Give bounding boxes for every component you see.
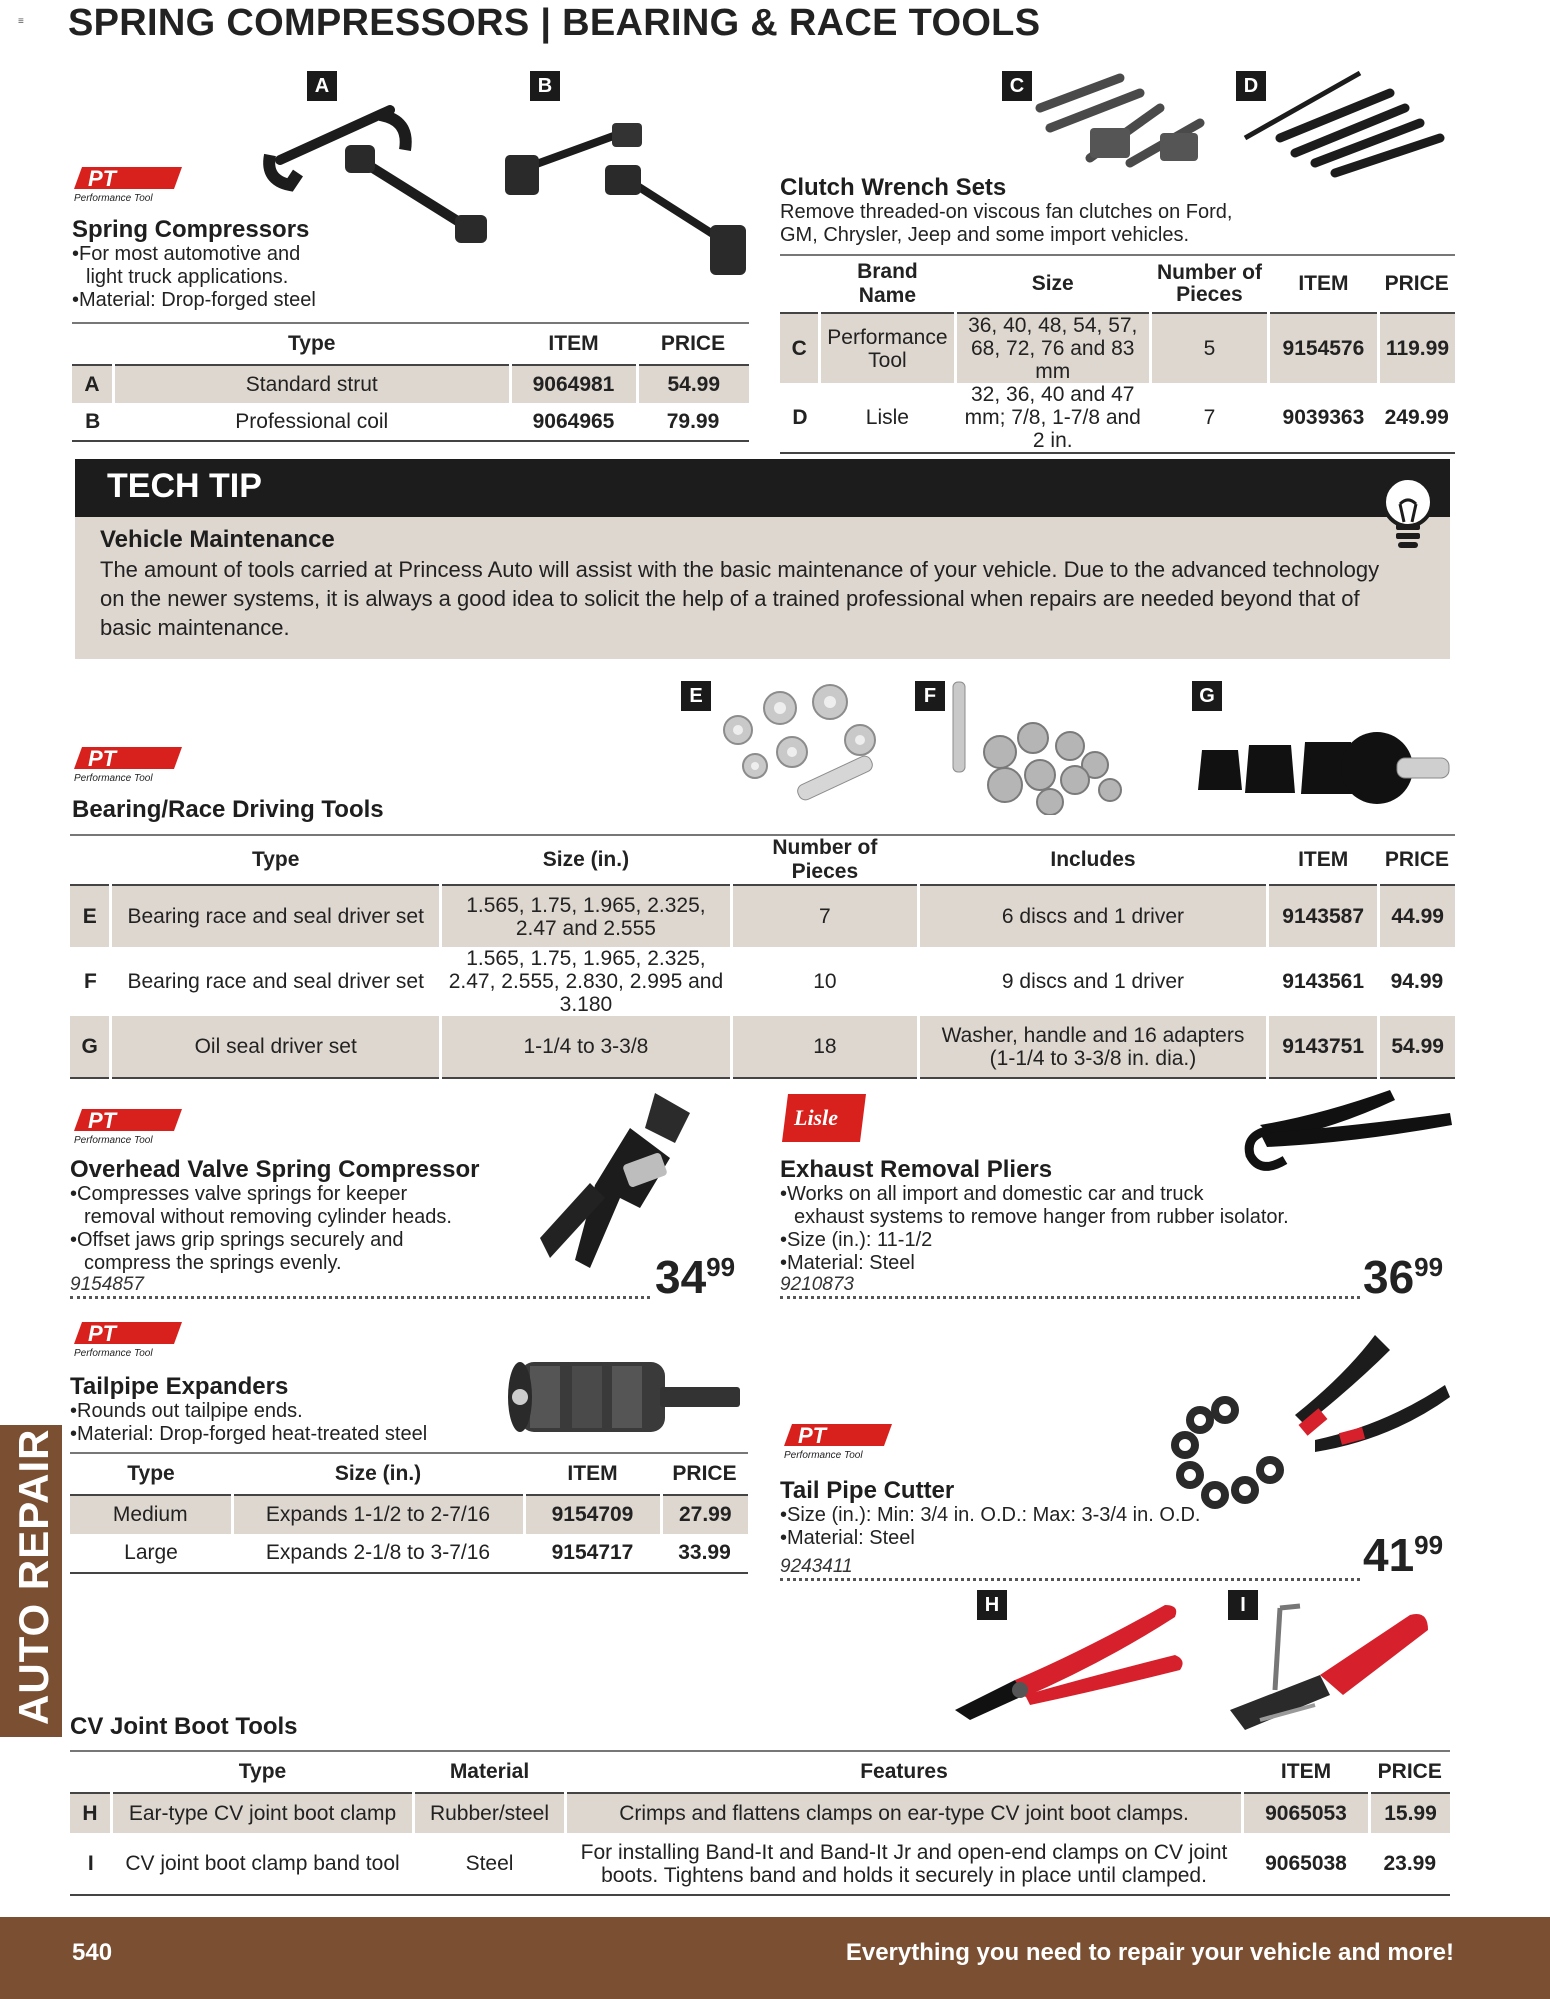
svg-text:Performance Tool: Performance Tool (74, 1135, 153, 1146)
valve-sku-leader (70, 1274, 650, 1299)
table-row (70, 1793, 1450, 1833)
table-row (70, 1833, 1450, 1895)
row-pieces: 7 (731, 885, 918, 947)
row-material: Steel (414, 1833, 566, 1895)
spring-compressors-bullets (72, 243, 316, 312)
col-material: Material (414, 1751, 566, 1793)
col-size: Size (955, 255, 1150, 313)
price-cents: 99 (706, 1252, 736, 1282)
table-row (780, 383, 1455, 453)
cv-band-tool-image (1220, 1600, 1435, 1735)
section-side-tab (0, 1425, 62, 1737)
bearing-race-title: Bearing/Race Driving Tools (72, 796, 384, 823)
svg-text:PT: PT (88, 166, 117, 191)
page-title: SPRING COMPRESSORS | BEARING & RACE TOOLS (68, 2, 1041, 44)
table-row (780, 313, 1455, 383)
row-item: 9143751 (1268, 1016, 1379, 1078)
valve-compressor-title: Overhead Valve Spring Compressor (70, 1156, 480, 1183)
bullet: removal without removing cylinder heads. (84, 1206, 452, 1228)
clutch-wrench-table (780, 254, 1455, 454)
row-item: 9065053 (1243, 1793, 1370, 1833)
price-dollars: 34 (655, 1251, 707, 1303)
row-pieces: 10 (813, 970, 837, 993)
desc-line: Remove threaded-on viscous fan clutches on Ford, (780, 201, 1233, 223)
image-tag-a: A (307, 71, 337, 101)
svg-text:PT: PT (88, 746, 117, 771)
bearing-race-table (70, 834, 1455, 1079)
row-size: 36, 40, 48, 54, 57, 68, 72, 76 and 83 mm (955, 313, 1150, 383)
image-tag-b: B (530, 71, 560, 101)
spring-compressors-title: Spring Compressors (72, 216, 310, 243)
clutch-wrench-set-c-image (1030, 68, 1220, 173)
exhaust-pliers-image (1240, 1085, 1455, 1185)
row-size: Expands 1-1/2 to 2-7/16 (232, 1495, 524, 1534)
col-price: PRICE (1379, 835, 1455, 885)
col-price: PRICE (661, 1453, 748, 1495)
row-price: 249.99 (1378, 383, 1455, 453)
coil-compressor-image (500, 115, 750, 290)
col-brand: Brand Name (820, 255, 955, 313)
bullet: •For most automotive and (72, 243, 301, 265)
tail-pipe-cutter-title: Tail Pipe Cutter (780, 1477, 955, 1504)
bullet: •Material: Drop-forged heat-treated steel (70, 1423, 428, 1445)
col-type: Type (112, 1751, 414, 1793)
tech-tip-header (75, 459, 1450, 517)
row-price: 23.99 (1370, 1833, 1451, 1895)
exhaust-pliers-bullets (780, 1183, 1289, 1275)
image-tag-f: F (915, 681, 945, 711)
lisle-logo (780, 1092, 868, 1144)
bearing-driver-set-f-image (945, 680, 1130, 815)
table-row (70, 1534, 748, 1573)
image-tag-g: G (1192, 681, 1222, 711)
row-price: 54.99 (637, 365, 749, 403)
row-tag: F (84, 970, 97, 993)
image-tag-i: I (1228, 1590, 1258, 1620)
col-price: PRICE (1378, 255, 1455, 313)
row-type: Professional coil (114, 403, 511, 441)
row-pieces: 18 (731, 1016, 918, 1078)
cv-joint-title: CV Joint Boot Tools (70, 1713, 298, 1740)
row-tag: E (70, 885, 111, 947)
bullet: •Size (in.): Min: 3/4 in. O.D.: Max: 3-3/4 in. O.D. (780, 1504, 1201, 1526)
table-row (70, 947, 1455, 1016)
tech-tip-heading: TECH TIP (107, 467, 262, 505)
col-size: Size (in.) (441, 835, 732, 885)
row-features: For installing Band-It and Band-It Jr and open-end clamps on CV joint boots. Tightens band and holds it securely in place until clamped. (566, 1833, 1243, 1895)
exhaust-price (1363, 1250, 1443, 1304)
tail-pipe-cutter-bullets (780, 1504, 1200, 1550)
cutter-sku: 9243411 (780, 1556, 853, 1577)
svg-text:Lisle: Lisle (794, 1105, 838, 1130)
bullet: •Material: Drop-forged steel (72, 289, 316, 311)
tailpipe-expander-image (500, 1352, 745, 1447)
row-includes: 9 discs and 1 driver (1001, 970, 1184, 993)
row-item: 9065038 (1243, 1833, 1370, 1895)
lightbulb-icon (1378, 472, 1438, 560)
bullet: •Offset jaws grip springs securely and (70, 1229, 404, 1251)
col-pieces: Number of Pieces (731, 835, 918, 885)
row-price: 44.99 (1379, 885, 1455, 947)
bullet: •Rounds out tailpipe ends. (70, 1400, 303, 1422)
ear-type-clamp-pliers-image (945, 1600, 1195, 1720)
row-item: 9064965 (510, 403, 637, 441)
table-row (72, 365, 749, 403)
performance-tool-logo (70, 1318, 190, 1360)
price-cents: 99 (1414, 1530, 1444, 1560)
svg-text:PT: PT (798, 1423, 827, 1448)
menu-icon[interactable]: ≡ (18, 16, 24, 27)
desc-line: GM, Chrysler, Jeep and some import vehicles. (780, 224, 1190, 246)
row-type: Ear-type CV joint boot clamp (112, 1793, 414, 1833)
exhaust-sku: 9210873 (780, 1274, 854, 1295)
row-type: Standard strut (114, 365, 511, 403)
row-tag: H (70, 1793, 112, 1833)
bullet: •Material: Steel (780, 1252, 915, 1274)
table-row (70, 1495, 748, 1534)
image-tag-e: E (681, 681, 711, 711)
row-tag: C (780, 313, 820, 383)
side-tab-label: AUTO REPAIR (10, 1428, 57, 1725)
page-number: 540 (72, 1939, 113, 1966)
tailpipe-expanders-bullets (70, 1400, 427, 1446)
row-size: 1-1/4 to 3-3/8 (441, 1016, 732, 1078)
svg-text:PT: PT (88, 1321, 117, 1346)
spring-compressors-table (72, 322, 749, 442)
svg-text:PT: PT (88, 1108, 117, 1133)
clutch-wrench-set-d-image (1240, 68, 1455, 178)
row-pieces: 5 (1150, 313, 1268, 383)
row-material: Rubber/steel (414, 1793, 566, 1833)
row-item: 9154717 (524, 1534, 661, 1573)
row-price: 27.99 (661, 1495, 748, 1534)
col-type: Type (111, 835, 441, 885)
col-price: PRICE (637, 323, 749, 365)
valve-compressor-bullets (70, 1183, 452, 1275)
svg-text:Performance Tool: Performance Tool (74, 773, 153, 784)
bullet: •Material: Steel (780, 1527, 915, 1549)
col-pieces: Number of Pieces (1150, 255, 1268, 313)
row-item: 9154576 (1268, 313, 1378, 383)
table-row (72, 403, 749, 441)
row-price: 119.99 (1378, 313, 1455, 383)
row-price: 94.99 (1390, 970, 1444, 993)
row-type: Bearing race and seal driver set (127, 970, 424, 993)
tail-pipe-cutter-image (1160, 1330, 1455, 1535)
col-includes: Includes (918, 835, 1267, 885)
row-price: 15.99 (1370, 1793, 1451, 1833)
bearing-driver-set-e-image (710, 680, 890, 820)
col-item: ITEM (524, 1453, 661, 1495)
row-item: 9064981 (510, 365, 637, 403)
row-pieces: 7 (1150, 383, 1268, 453)
row-brand: Performance Tool (820, 313, 955, 383)
row-item: 9039363 (1268, 383, 1378, 453)
col-item: ITEM (1268, 835, 1379, 885)
oil-seal-driver-set-g-image (1197, 720, 1452, 810)
row-price: 79.99 (637, 403, 749, 441)
col-features: Features (566, 1751, 1243, 1793)
row-size: 1.565, 1.75, 1.965, 2.325, 2.47, 2.555, 2.830, 2.995 and 3.180 (448, 947, 724, 1016)
row-type: CV joint boot clamp band tool (112, 1833, 414, 1895)
row-tag: G (70, 1016, 111, 1078)
valve-price (655, 1250, 735, 1304)
col-type: Type (70, 1453, 232, 1495)
clutch-wrench-desc (780, 201, 1232, 247)
col-size: Size (in.) (232, 1453, 524, 1495)
row-size: 1.565, 1.75, 1.965, 2.325, 2.47 and 2.555 (441, 885, 732, 947)
clutch-wrench-title: Clutch Wrench Sets (780, 174, 1007, 201)
row-includes: 6 discs and 1 driver (918, 885, 1267, 947)
performance-tool-logo (70, 163, 190, 205)
col-item: ITEM (1243, 1751, 1370, 1793)
image-tag-h: H (977, 1590, 1007, 1620)
bullet: compress the springs evenly. (84, 1252, 342, 1274)
row-features: Crimps and flattens clamps on ear-type CV joint boot clamps. (566, 1793, 1243, 1833)
bullet: •Size (in.): 11-1/2 (780, 1229, 933, 1251)
footer-tagline: Everything you need to repair your vehicle and more! (845, 1939, 1454, 1966)
row-tag: A (72, 365, 114, 403)
tech-tip-subheading: Vehicle Maintenance (100, 526, 335, 553)
row-type: Large (70, 1534, 232, 1573)
price-dollars: 41 (1363, 1529, 1415, 1581)
row-tag: I (70, 1833, 112, 1895)
valve-sku: 9154857 (70, 1274, 144, 1295)
svg-text:Performance Tool: Performance Tool (74, 1348, 153, 1359)
row-type: Medium (70, 1495, 232, 1534)
bullet: •Works on all import and domestic car and truck (780, 1183, 1204, 1205)
performance-tool-logo (70, 1105, 190, 1147)
row-item: 9143561 (1282, 970, 1365, 993)
image-tag-c: C (1002, 71, 1032, 101)
strut-compressor-image (260, 100, 500, 250)
image-tag-d: D (1236, 71, 1266, 101)
row-size: 32, 36, 40 and 47 mm; 7/8, 1-7/8 and 2 in. (955, 383, 1150, 453)
cv-joint-table (70, 1750, 1450, 1896)
performance-tool-logo (780, 1420, 900, 1462)
row-item: 9154709 (524, 1495, 661, 1534)
bullet: •Compresses valve springs for keeper (70, 1183, 408, 1205)
svg-text:Performance Tool: Performance Tool (784, 1450, 863, 1461)
cutter-price (1363, 1528, 1443, 1582)
tailpipe-expanders-title: Tailpipe Expanders (70, 1373, 289, 1400)
bullet: light truck applications. (86, 266, 289, 288)
price-dollars: 36 (1363, 1251, 1415, 1303)
col-price: PRICE (1370, 1751, 1451, 1793)
col-item: ITEM (510, 323, 637, 365)
row-price: 33.99 (661, 1534, 748, 1573)
row-type: Bearing race and seal driver set (111, 885, 441, 947)
cutter-sku-leader (780, 1556, 1360, 1581)
row-item: 9143587 (1268, 885, 1379, 947)
tech-tip-text: The amount of tools carried at Princess Auto will assist with the basic maintenance of your vehicle. Due to the advanced technology on the newer systems, it is always a good idea to solicit the help of a trained professional when repairs are needed beyond that of basic maintenance. (100, 557, 1380, 640)
svg-text:Performance Tool: Performance Tool (74, 193, 153, 204)
row-includes: Washer, handle and 16 adapters (1-1/4 to 3-3/8 in. dia.) (918, 1016, 1267, 1078)
row-price: 54.99 (1379, 1016, 1455, 1078)
col-type: Type (114, 323, 511, 365)
row-tag: D (780, 383, 820, 453)
table-row (70, 1016, 1455, 1078)
col-item: ITEM (1268, 255, 1378, 313)
row-brand: Lisle (820, 383, 955, 453)
page-footer (0, 1917, 1550, 1999)
row-tag: B (72, 403, 114, 441)
bullet: exhaust systems to remove hanger from rubber isolator. (794, 1206, 1289, 1228)
performance-tool-logo (70, 743, 190, 785)
row-type: Oil seal driver set (111, 1016, 441, 1078)
tailpipe-expanders-table (70, 1452, 748, 1574)
exhaust-sku-leader (780, 1274, 1360, 1299)
table-row (70, 885, 1455, 947)
row-size: Expands 2-1/8 to 3-7/16 (232, 1534, 524, 1573)
exhaust-pliers-title: Exhaust Removal Pliers (780, 1156, 1053, 1183)
price-cents: 99 (1414, 1252, 1444, 1282)
